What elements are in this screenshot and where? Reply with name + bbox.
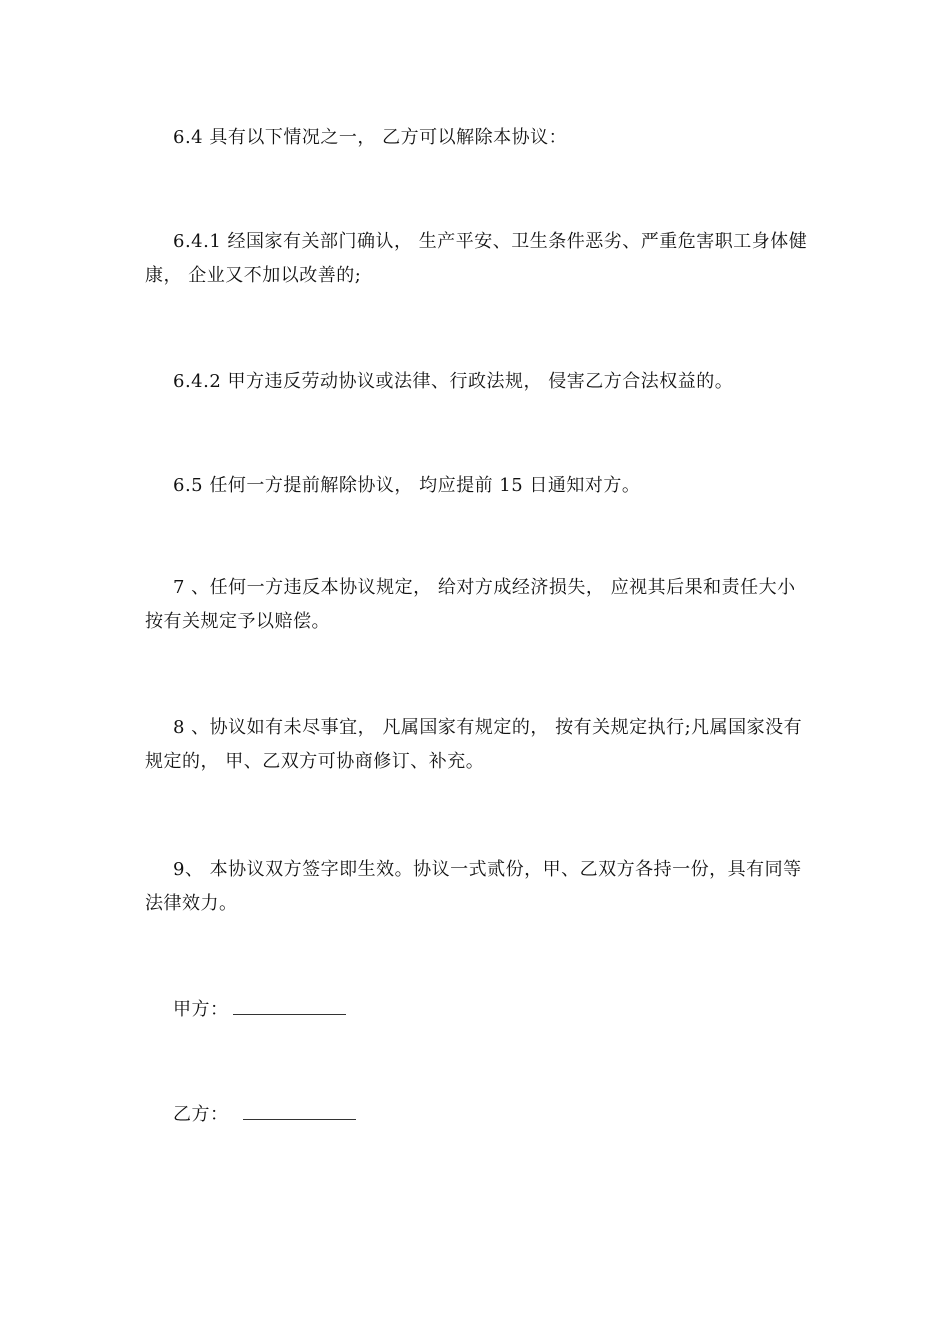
- clause-7: 7 、任何一方违反本协议规定， 给对方成经济损失， 应视其后果和责任大小按有关规定予以赔偿。: [145, 577, 796, 632]
- party-b-label: 乙方：: [173, 1104, 229, 1125]
- clause-8: 8 、协议如有未尽事宜， 凡属国家有规定的， 按有关规定执行;凡属国家没有规定的， 甲、乙双方可协商修订、补充。: [145, 717, 803, 772]
- clause-6-5: 6.5 任何一方提前解除协议， 均应提前 15 日通知对方。: [173, 475, 641, 496]
- party-b-signature-line: [243, 1101, 356, 1120]
- party-a-signature: [173, 996, 346, 1024]
- clause-6-4: 6.4 具有以下情况之一， 乙方可以解除本协议：: [173, 127, 568, 148]
- party-a-label: 甲方：: [173, 999, 229, 1020]
- party-b-signature: [173, 1101, 356, 1129]
- clause-6-4-1: 6.4.1 经国家有关部门确认， 生产平安、卫生条件恶劣、严重危害职工身体健康， 企业又不加以改善的;: [145, 231, 808, 286]
- clause-9: 9、 本协议双方签字即生效。协议一式贰份，甲、乙双方各持一份，具有同等法律效力。: [145, 859, 802, 914]
- party-a-signature-line: [233, 996, 346, 1015]
- clause-6-4-2: 6.4.2 甲方违反劳动协议或法律、行政法规， 侵害乙方合法权益的。: [173, 371, 734, 392]
